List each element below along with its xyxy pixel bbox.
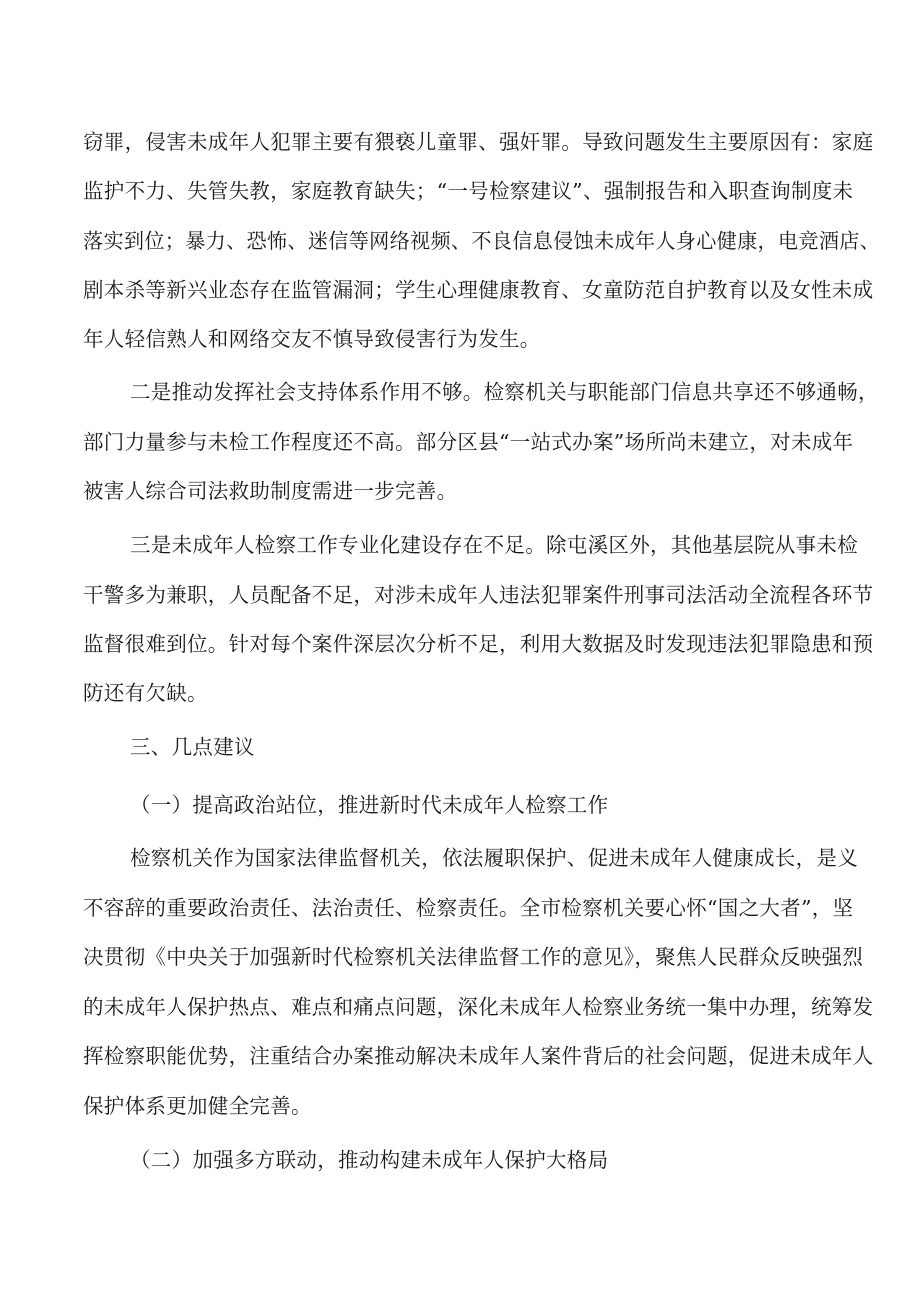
text-line: 检察机关作为国家法律监督机关，依法履职保护、促进未成年人健康成长，是义 xyxy=(130,846,858,870)
text-line: 年人轻信熟人和网络交友不慎导致侵害行为发生。 xyxy=(83,327,541,351)
text-line: 部门力量参与未检工作程度还不高。部分区县“一站式办案”场所尚未建立，对未成年 xyxy=(83,430,854,454)
text-line: 干警多为兼职，人员配备不足，对涉未成年人违法犯罪案件刑事司法活动全流程各环节 xyxy=(83,583,874,607)
subheading-1: （一）提高政治站位，推进新时代未成年人检察工作 xyxy=(130,793,609,817)
text-line: 防还有欠缺。 xyxy=(83,681,208,705)
text-line: 窃罪，侵害未成年人犯罪主要有猥亵儿童罪、强奸罪。导致问题发生主要原因有：家庭 xyxy=(83,130,874,154)
subheading-2: （二）加强多方联动，推动构建未成年人保护大格局 xyxy=(130,1148,609,1172)
text-line: 被害人综合司法救助制度需进一步完善。 xyxy=(83,479,458,503)
text-line: 三是未成年人检察工作专业化建设存在不足。除屯溪区外，其他基层院从事未检 xyxy=(130,533,858,557)
text-line: 决贯彻《中央关于加强新时代检察机关法律监督工作的意见》，聚焦人民群众反映强烈 xyxy=(83,945,864,969)
text-line: 剧本杀等新兴业态存在监管漏洞；学生心理健康教育、女童防范自护教育以及女性未成 xyxy=(83,278,874,302)
text-line: 保护体系更加健全完善。 xyxy=(83,1094,312,1118)
text-line: 挥检察职能优势，注重结合办案推动解决未成年人案件背后的社会问题，促进未成年人 xyxy=(83,1044,874,1068)
text-line: 落实到位；暴力、恐怖、迷信等网络视频、不良信息侵蚀未成年人身心健康，电竞酒店、 xyxy=(83,229,881,253)
section-heading: 三、几点建议 xyxy=(130,735,255,759)
text-line: 监督很难到位。针对每个案件深层次分析不足，利用大数据及时发现违法犯罪隐患和预 xyxy=(83,632,874,656)
text-line: 二是推动发挥社会支持体系作用不够。检察机关与职能部门信息共享还不够通畅， xyxy=(130,380,879,404)
text-line: 的未成年人保护热点、难点和痛点问题，深化未成年人检察业务统一集中办理，统筹发 xyxy=(83,995,874,1019)
text-line: 监护不力、失管失教，家庭教育缺失；“一号检察建议”、强制报告和入职查询制度未 xyxy=(83,179,854,203)
text-line: 不容辞的重要政治责任、法治责任、检察责任。全市检察机关要心怀“国之大者”，坚 xyxy=(83,896,854,920)
